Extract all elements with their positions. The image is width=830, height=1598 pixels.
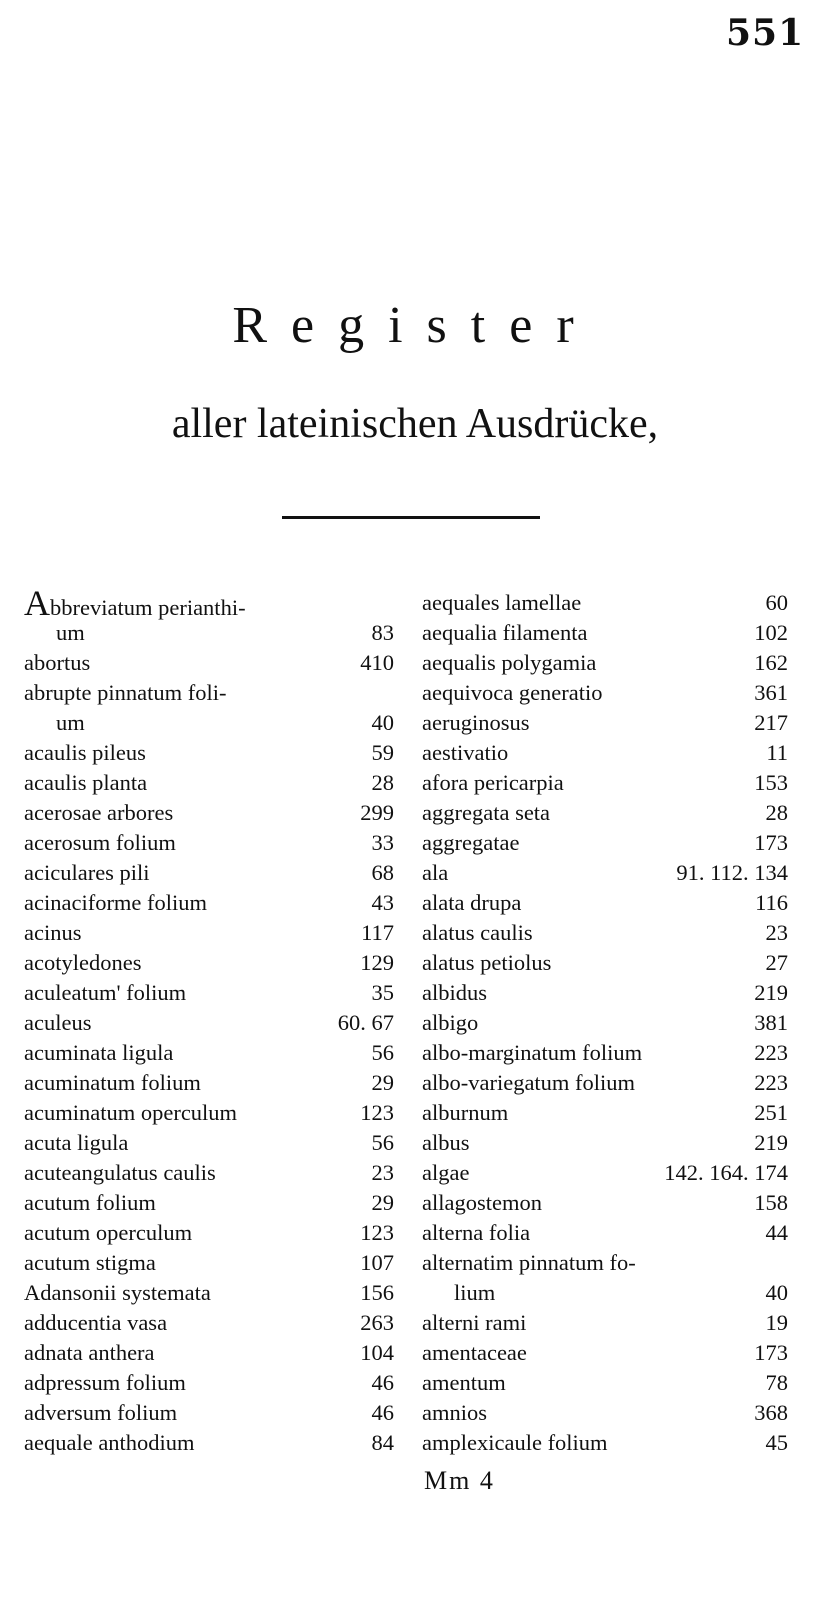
index-term: Adansonii systemata: [24, 1280, 211, 1305]
index-term: amentum: [422, 1370, 506, 1395]
index-entry: [24, 1338, 394, 1368]
index-term: alatus petiolus: [422, 950, 552, 975]
index-pages: 44: [765, 1220, 788, 1245]
index-pages: 153: [754, 770, 788, 795]
index-entry: [422, 1278, 788, 1308]
index-pages: 40: [371, 710, 394, 735]
index-pages: 223: [754, 1070, 788, 1095]
index-pages: 83: [371, 620, 394, 645]
index-term: aggregatae: [422, 830, 520, 855]
index-term: acerosum folium: [24, 830, 176, 855]
index-term: lium: [454, 1280, 496, 1305]
index-term: acinus: [24, 920, 82, 945]
index-pages: 219: [754, 980, 788, 1005]
index-term: acutum operculum: [24, 1220, 193, 1245]
index-term: algae: [422, 1160, 470, 1185]
index-pages: 158: [754, 1190, 788, 1215]
index-pages: 40: [765, 1280, 788, 1305]
index-entry: [24, 1398, 394, 1428]
index-term: albo-marginatum folium: [422, 1040, 643, 1065]
index-entry: [24, 1158, 394, 1188]
index-term: acuteangulatus caulis: [24, 1160, 216, 1185]
index-term: acuminatum folium: [24, 1070, 201, 1095]
index-entry: [422, 1398, 788, 1428]
index-term: aestivatio: [422, 740, 509, 765]
index-term: albo-variegatum folium: [422, 1070, 636, 1095]
index-pages: 123: [360, 1100, 394, 1125]
index-entry: [24, 798, 394, 828]
index-entry: [422, 948, 788, 978]
index-entry: [24, 1098, 394, 1128]
decorative-rule: [282, 516, 540, 519]
index-pages: 219: [754, 1130, 788, 1155]
page-number: 551: [726, 12, 805, 54]
index-entry: [422, 588, 788, 618]
index-term: albus: [422, 1130, 470, 1155]
index-pages: 23: [765, 920, 788, 945]
index-term: adversum folium: [24, 1400, 178, 1425]
index-term: acaulis pileus: [24, 740, 146, 765]
index-pages: 56: [371, 1040, 394, 1065]
index-entry: [422, 918, 788, 948]
index-pages: 68: [371, 860, 394, 885]
index-entry: [24, 738, 394, 768]
index-entry: [422, 1428, 788, 1458]
index-pages: 104: [360, 1340, 394, 1365]
index-entry: [24, 708, 394, 738]
index-column-left: [24, 583, 394, 1458]
index-pages: 381: [754, 1010, 788, 1035]
index-pages: 56: [371, 1130, 394, 1155]
index-entry: [422, 828, 788, 858]
index-pages: 107: [360, 1250, 394, 1275]
index-entry: [422, 1008, 788, 1038]
index-term: adducentia vasa: [24, 1310, 168, 1335]
index-term: alterni rami: [422, 1310, 527, 1335]
index-pages: 123: [360, 1220, 394, 1245]
index-pages: 60: [765, 590, 788, 615]
index-entry: [24, 828, 394, 858]
index-entry: [24, 1368, 394, 1398]
index-pages: 46: [371, 1400, 394, 1425]
index-term: acuta ligula: [24, 1130, 129, 1155]
printer-signature: Mm 4: [424, 1466, 495, 1495]
index-pages: 11: [766, 740, 788, 765]
index-pages: 91. 112. 134: [676, 860, 788, 885]
index-term: ala: [422, 860, 449, 885]
index-term: aciculares pili: [24, 860, 150, 885]
index-entry: [24, 858, 394, 888]
index-pages: 173: [754, 1340, 788, 1365]
index-term: alternatim pinnatum fo-: [422, 1250, 636, 1275]
index-pages: 35: [371, 980, 394, 1005]
index-term: acutum folium: [24, 1190, 156, 1215]
index-entry: [422, 1188, 788, 1218]
index-pages: 45: [765, 1430, 788, 1455]
index-term: alata drupa: [422, 890, 522, 915]
index-term: amplexicaule folium: [422, 1430, 608, 1455]
index-term: acuminata ligula: [24, 1040, 174, 1065]
index-entry: [422, 1038, 788, 1068]
index-entry: [422, 648, 788, 678]
index-term: albigo: [422, 1010, 479, 1035]
index-pages: 410: [360, 650, 394, 675]
index-pages: 251: [754, 1100, 788, 1125]
page-subtitle: aller lateinischen Ausdrücke,: [171, 401, 659, 447]
index-term: abortus: [24, 650, 91, 675]
index-pages: 223: [754, 1040, 788, 1065]
index-entry: [422, 1308, 788, 1338]
index-pages: 217: [754, 710, 788, 735]
index-pages: 102: [754, 620, 788, 645]
index-entry: [24, 918, 394, 948]
index-entry: [422, 978, 788, 1008]
index-entry: [422, 1068, 788, 1098]
index-term: abrupte pinnatum foli-: [24, 680, 227, 705]
index-entry: [422, 738, 788, 768]
index-term: um: [56, 620, 85, 645]
index-entry: [24, 1128, 394, 1158]
index-entry: [24, 1308, 394, 1338]
index-entry: [24, 1038, 394, 1068]
index-term: acaulis planta: [24, 770, 148, 795]
index-entry: [24, 888, 394, 918]
index-entry: [422, 768, 788, 798]
index-term: allagostemon: [422, 1190, 542, 1215]
index-pages: 368: [754, 1400, 788, 1425]
index-term: Abbreviatum perianthi-: [24, 583, 246, 623]
index-entry: [422, 1368, 788, 1398]
index-term: acutum stigma: [24, 1250, 156, 1275]
index-pages: 27: [765, 950, 788, 975]
index-term: acinaciforme folium: [24, 890, 208, 915]
index-term: aequalia filamenta: [422, 620, 588, 645]
index-entry: [422, 1098, 788, 1128]
index-pages: 78: [765, 1370, 788, 1395]
index-entry: [24, 768, 394, 798]
index-entry: [24, 583, 394, 623]
index-term: alatus caulis: [422, 920, 533, 945]
index-pages: 60. 67: [337, 1010, 394, 1035]
index-pages: 46: [371, 1370, 394, 1395]
index-pages: 156: [360, 1280, 394, 1305]
index-term: afora pericarpia: [422, 770, 564, 795]
index-pages: 84: [371, 1430, 394, 1455]
index-entry: [24, 1428, 394, 1458]
index-pages: 162: [754, 650, 788, 675]
index-term: albidus: [422, 980, 487, 1005]
index-pages: 19: [765, 1310, 788, 1335]
index-entry: [24, 948, 394, 978]
index-term: alterna folia: [422, 1220, 531, 1245]
index-term: aequalis polygamia: [422, 650, 597, 675]
index-column-right: [422, 588, 788, 1458]
index-entry: [422, 1338, 788, 1368]
index-entry: [24, 1278, 394, 1308]
index-entry: [24, 678, 394, 708]
index-entry: [24, 648, 394, 678]
index-term: um: [56, 710, 85, 735]
index-term: acuminatum operculum: [24, 1100, 238, 1125]
index-pages: 33: [371, 830, 394, 855]
index-term: acotyledones: [24, 950, 142, 975]
index-term: aggregata seta: [422, 800, 551, 825]
index-term: aeruginosus: [422, 710, 530, 735]
index-term: amentaceae: [422, 1340, 527, 1365]
index-pages: 299: [360, 800, 394, 825]
index-term: alburnum: [422, 1100, 509, 1125]
index-entry: [24, 618, 394, 648]
index-pages: 173: [754, 830, 788, 855]
index-entry: [24, 1008, 394, 1038]
index-entry: [422, 1128, 788, 1158]
index-pages: 23: [371, 1160, 394, 1185]
index-entry: [422, 618, 788, 648]
index-pages: 142. 164. 174: [664, 1160, 788, 1185]
index-term: aequivoca generatio: [422, 680, 603, 705]
index-term: aculeatum' folium: [24, 980, 187, 1005]
index-pages: 59: [371, 740, 394, 765]
index-entry: [24, 978, 394, 1008]
index-entry: [24, 1188, 394, 1218]
index-pages: 29: [371, 1190, 394, 1215]
index-pages: 361: [754, 680, 788, 705]
index-term: amnios: [422, 1400, 487, 1425]
page-title: Register: [232, 297, 598, 354]
index-entry: [422, 1248, 788, 1278]
index-entry: [422, 888, 788, 918]
index-entry: [422, 1218, 788, 1248]
index-term: adpressum folium: [24, 1370, 186, 1395]
index-term: acerosae arbores: [24, 800, 174, 825]
index-term: aculeus: [24, 1010, 92, 1035]
index-entry: [24, 1218, 394, 1248]
index-entry: [422, 798, 788, 828]
index-pages: 28: [765, 800, 788, 825]
index-entry: [24, 1248, 394, 1278]
index-entry: [422, 858, 788, 888]
index-entry: [422, 708, 788, 738]
index-entry: [422, 1158, 788, 1188]
index-pages: 129: [360, 950, 394, 975]
index-pages: 116: [755, 890, 788, 915]
index-pages: 43: [371, 890, 394, 915]
index-entry: [24, 1068, 394, 1098]
index-pages: 28: [371, 770, 394, 795]
index-term: adnata anthera: [24, 1340, 155, 1365]
index-pages: 29: [371, 1070, 394, 1095]
index-term: aequale anthodium: [24, 1430, 195, 1455]
index-pages: 263: [360, 1310, 394, 1335]
index-entry: [422, 678, 788, 708]
index-pages: 117: [361, 920, 394, 945]
index-term: aequales lamellae: [422, 590, 582, 615]
